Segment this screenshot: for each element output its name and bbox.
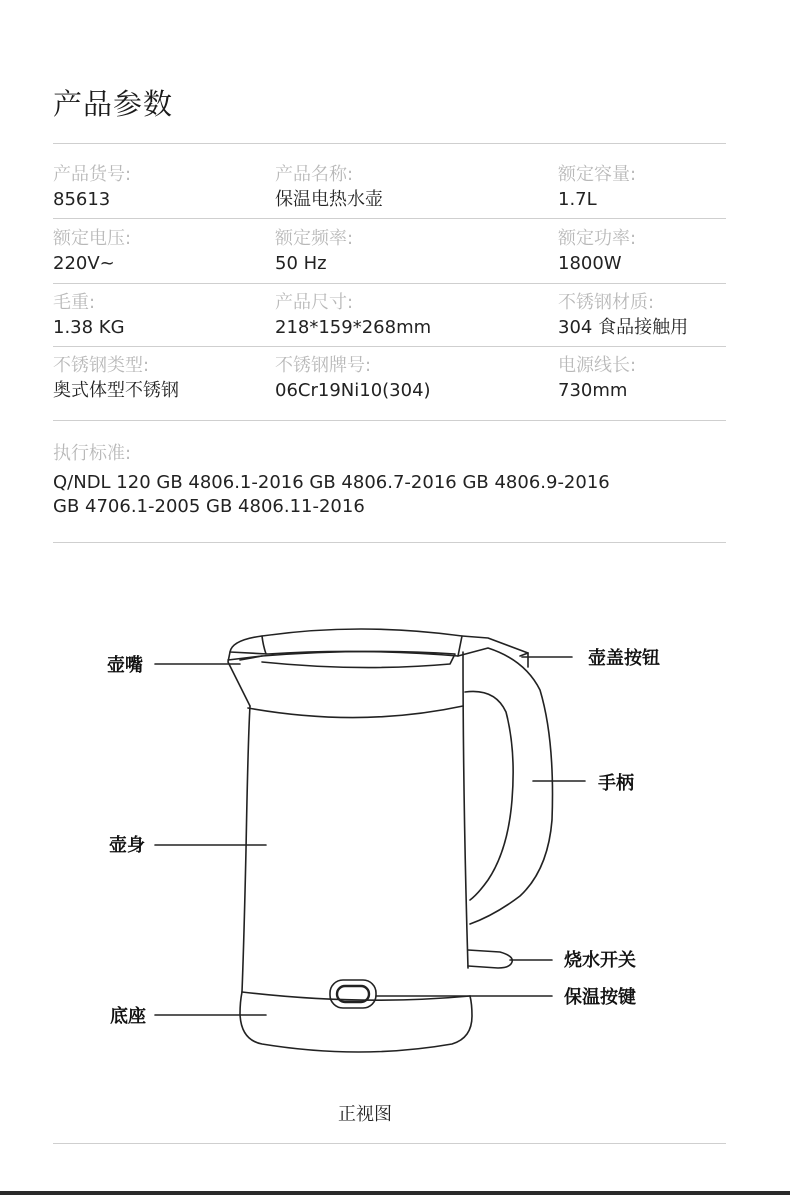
spec-value: 1800W [558, 253, 622, 274]
standard-label: 执行标准: [53, 443, 132, 464]
spec-value: 218*159*268mm [275, 317, 432, 338]
callout-lid-button: 壶盖按钮 [588, 648, 660, 669]
bottom-bar [0, 1191, 790, 1195]
spec-label: 额定电压: [53, 228, 132, 249]
spec-value: 50 Hz [275, 253, 327, 274]
callout-base: 底座 [110, 1006, 146, 1027]
spec-label: 电源线长: [558, 355, 637, 376]
spec-label: 额定容量: [558, 164, 637, 185]
divider [53, 218, 726, 219]
callout-body: 壶身 [109, 835, 145, 856]
spec-label: 产品货号: [53, 164, 132, 185]
spec-item [53, 164, 131, 211]
divider [53, 420, 726, 421]
spec-item [558, 228, 636, 275]
spec-item [275, 228, 353, 275]
divider [53, 542, 726, 543]
divider [53, 283, 726, 284]
spec-item [275, 355, 431, 402]
callout-boil-switch: 烧水开关 [564, 950, 636, 971]
standard-block [53, 443, 610, 519]
spec-item [53, 292, 125, 339]
divider [53, 1143, 726, 1144]
callout-handle: 手柄 [598, 773, 634, 794]
spec-item [275, 164, 383, 211]
spec-label: 不锈钢牌号: [275, 355, 372, 376]
spec-value: 保温电热水壶 [275, 189, 383, 210]
callout-spout: 壶嘴 [107, 655, 143, 676]
divider [53, 143, 726, 144]
spec-value: 220V~ [53, 253, 115, 274]
kettle-diagram [0, 600, 790, 1070]
kettle-handle [458, 648, 553, 924]
page-title: 产品参数 [53, 87, 174, 121]
spec-label: 不锈钢材质: [558, 292, 655, 313]
spec-item [558, 164, 636, 211]
spec-value: 1.7L [558, 189, 597, 210]
spec-item [53, 228, 131, 275]
spec-item [275, 292, 431, 339]
spec-value: 奥式体型不锈钢 [53, 380, 179, 401]
boil-switch [468, 950, 512, 968]
spec-value: 85613 [53, 189, 111, 210]
spec-item [558, 292, 688, 339]
spec-value: 730mm [558, 380, 628, 401]
spec-label: 产品尺寸: [275, 292, 354, 313]
spec-label: 额定功率: [558, 228, 637, 249]
spec-item [558, 355, 636, 402]
kettle-body [242, 706, 250, 992]
spec-value: 304 食品接触用 [558, 317, 689, 338]
spec-item [53, 355, 179, 402]
standard-line: Q/NDL 120 GB 4806.1-2016 GB 4806.7-2016 GB 4806.9-2016 [53, 472, 610, 493]
diagram-caption: 正视图 [338, 1104, 392, 1125]
spec-value: 1.38 KG [53, 317, 125, 338]
spec-label: 毛重: [53, 292, 96, 313]
spec-label: 不锈钢类型: [53, 355, 150, 376]
standard-line: GB 4706.1-2005 GB 4806.11-2016 [53, 496, 365, 517]
spec-label: 产品名称: [275, 164, 354, 185]
divider [53, 346, 726, 347]
spec-value: 06Cr19Ni10(304) [275, 380, 431, 401]
spec-label: 额定频率: [275, 228, 354, 249]
callout-keep-warm-button: 保温按键 [564, 987, 636, 1008]
